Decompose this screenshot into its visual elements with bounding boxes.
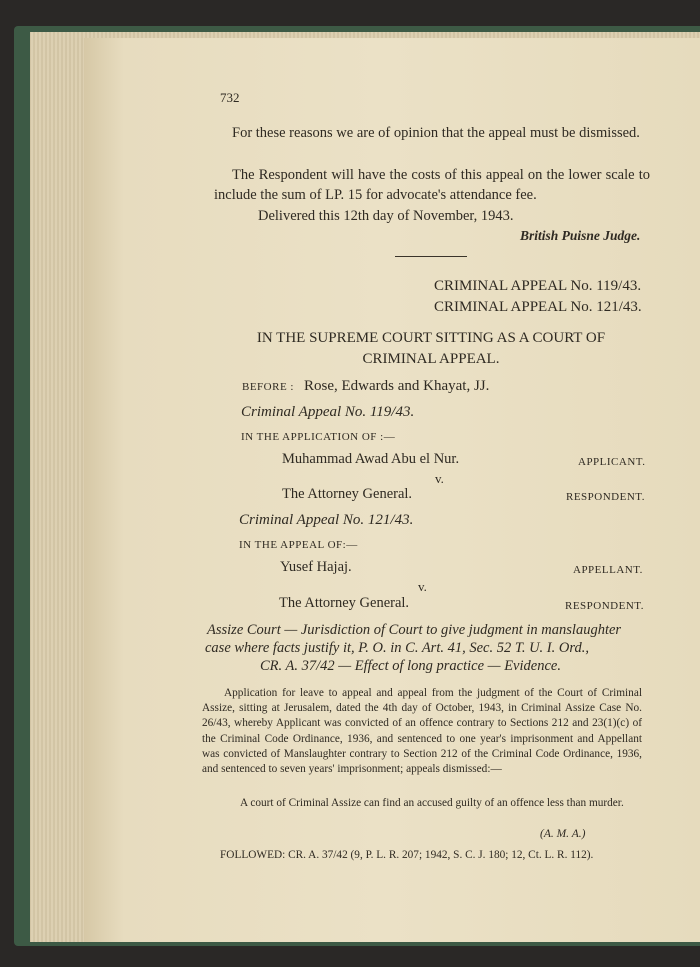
case-number-1: CRIMINAL APPEAL No. 119/43.	[434, 278, 642, 294]
appeal2-party2: The Attorney General.	[279, 595, 410, 611]
appeal2-versus: v.	[418, 579, 427, 594]
headnote-line-3: CR. A. 37/42 — Effect of long practice — Evidence.	[260, 658, 561, 674]
delivered-line: Delivered this 12th day of November, 1943.	[258, 208, 514, 224]
page-number: 732	[220, 90, 240, 105]
appeal1-matter-label: IN THE APPLICATION OF :—	[241, 431, 396, 443]
followed-citation: FOLLOWED: CR. A. 37/42 (9, P. L. R. 207; 1942, S. C. J. 180; 12, Ct. L. R. 112).	[220, 849, 594, 861]
judge-signature: British Puisne Judge.	[520, 228, 641, 243]
holding: A court of Criminal Assize can find an accused guilty of an offence less than murder.	[240, 797, 624, 809]
appeal1-party2-role: RESPONDENT.	[566, 491, 645, 503]
appeal2-matter-label: IN THE APPEAL OF:—	[239, 539, 358, 551]
judges: Rose, Edwards and Khayat, JJ.	[303, 378, 490, 394]
intro-paragraph-2: The Respondent will have the costs of this appeal on the lower scale to include the sum of LP. 15 for advocate's attendance fee.	[214, 167, 650, 203]
headnote-line-1: Assize Court — Jurisdiction of Court to give judgment in manslaughter	[207, 622, 622, 638]
appeal2-party2-role: RESPONDENT.	[565, 600, 644, 612]
case-number-2: CRIMINAL APPEAL No. 121/43.	[434, 299, 642, 315]
appeal2-title: Criminal Appeal No. 121/43.	[239, 512, 414, 528]
appeal1-versus: v.	[435, 471, 444, 486]
appeal1-party1: Muhammad Awad Abu el Nur.	[282, 451, 460, 467]
before-label: BEFORE :	[242, 381, 294, 393]
appeal2-party1: Yusef Hajaj.	[280, 559, 352, 575]
appeal2-party1-role: APPELLANT.	[573, 564, 643, 576]
court-title: IN THE SUPREME COURT SITTING AS A COURT OF CRIMINAL APPEAL.	[256, 330, 606, 367]
case-summary: Application for leave to appeal and appeal from the judgment of the Court of Criminal Assize, sitting at Jerusalem, dated the 4th day of October, 1943, in Criminal Assize Case No. 26/43, whereby Applicant was convicted of an offence contrary to Sections 212 and 23(1)(c) of the Criminal Code Ordinance, 1936, and sentenced to one year's imprisonment and Appellant was convicted of Manslaughter contrary to Section 212 of the Criminal Code Ordinance, 1936, and sentenced to seven years' imprisonment; appeals dismissed:—	[202, 687, 642, 776]
appeal1-party1-role: APPLICANT.	[578, 456, 646, 468]
intro-paragraph-1: For these reasons we are of opinion that the appeal must be dismissed.	[232, 125, 640, 141]
headnote-line-2: case where facts justify it, P. O. in C. Art. 41, Sec. 52 T. U. I. Ord.,	[205, 640, 589, 656]
before-line	[242, 377, 489, 395]
section-divider	[395, 256, 467, 257]
reporter-initials: (A. M. A.)	[540, 828, 586, 840]
appeal1-party2: The Attorney General.	[282, 486, 413, 502]
book-page	[84, 38, 700, 942]
appeal1-title: Criminal Appeal No. 119/43.	[241, 404, 415, 420]
